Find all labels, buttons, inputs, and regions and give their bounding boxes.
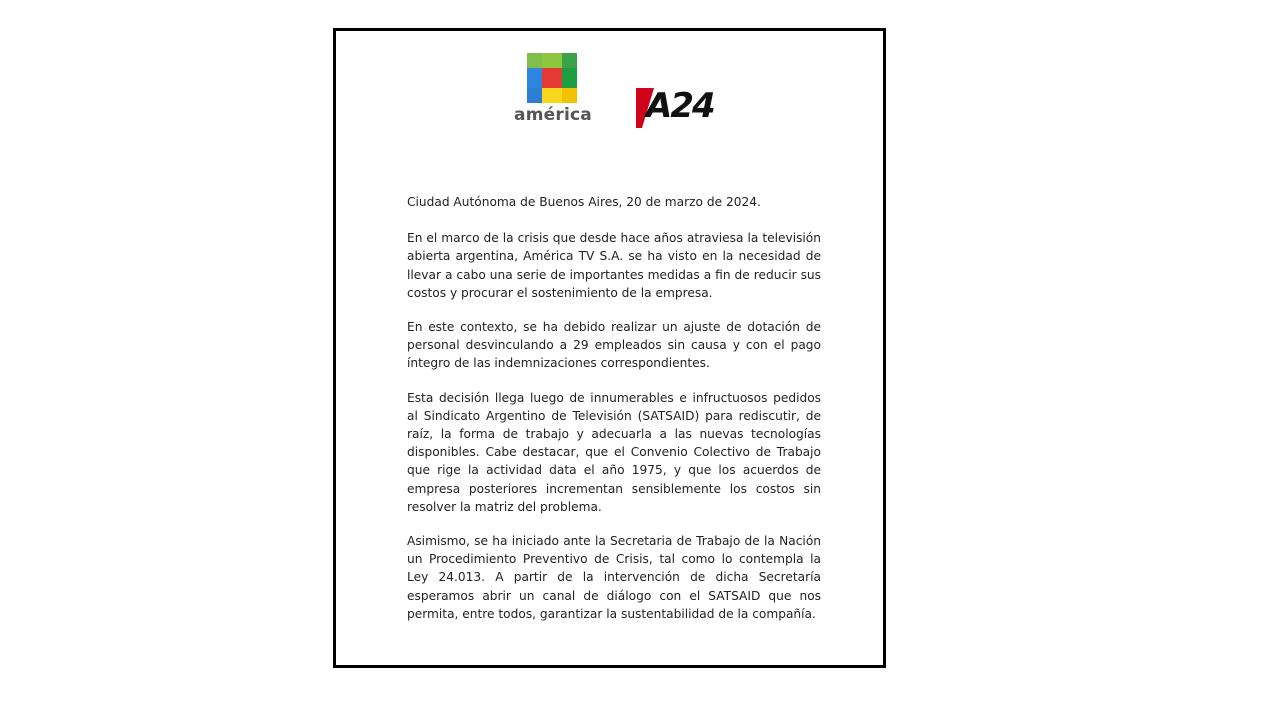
a24-logo-text: A24 — [646, 86, 714, 126]
america-logo — [510, 53, 596, 129]
paragraph-3: Esta decisión llega luego de innumerables e infructuosos pedidos al Sindicato Argentino de Televisión (SATSAID) para rediscutir, de raíz, la forma de trabajo y adecuarla a las nuevas tecnologías disponibles. Cabe destacar, que el Convenio Colectivo de Trabajo que rige la actividad data el año 1975, y que los acuerdos de empresa posteriores incrementan sensiblemente los costos sin resolver la matriz del problema. — [407, 390, 821, 514]
press-release-document — [333, 28, 886, 668]
letter-body — [407, 193, 821, 639]
a24-logo — [636, 86, 720, 132]
date-line: Ciudad Autónoma de Buenos Aires, 20 de marzo de 2024. — [407, 195, 761, 209]
america-cube-icon — [527, 53, 577, 103]
paragraph-1: En el marco de la crisis que desde hace años atraviesa la televisión abierta argentina, América TV S.A. se ha visto en la necesidad de llevar a cabo una serie de importantes medidas a fin de reducir sus costos y procurar el sostenimiento de la empresa. — [407, 231, 821, 300]
paragraph-2: En este contexto, se ha debido realizar un ajuste de dotación de personal desvinculando a 29 empleados sin causa y con el pago íntegro de las indemnizaciones correspondientes. — [407, 320, 821, 371]
paragraph-4: Asimismo, se ha iniciado ante la Secretaria de Trabajo de la Nación un Procedimiento Preventivo de Crisis, tal como lo contempla la Ley 24.013. A partir de la intervención de dicha Secretaría esperamos abrir un canal de diálogo con el SATSAID que nos permita, entre todos, garantizar la sustentabilidad de la compañía. — [407, 534, 821, 621]
logo-header — [336, 53, 883, 133]
america-logo-text: américa — [514, 105, 592, 125]
